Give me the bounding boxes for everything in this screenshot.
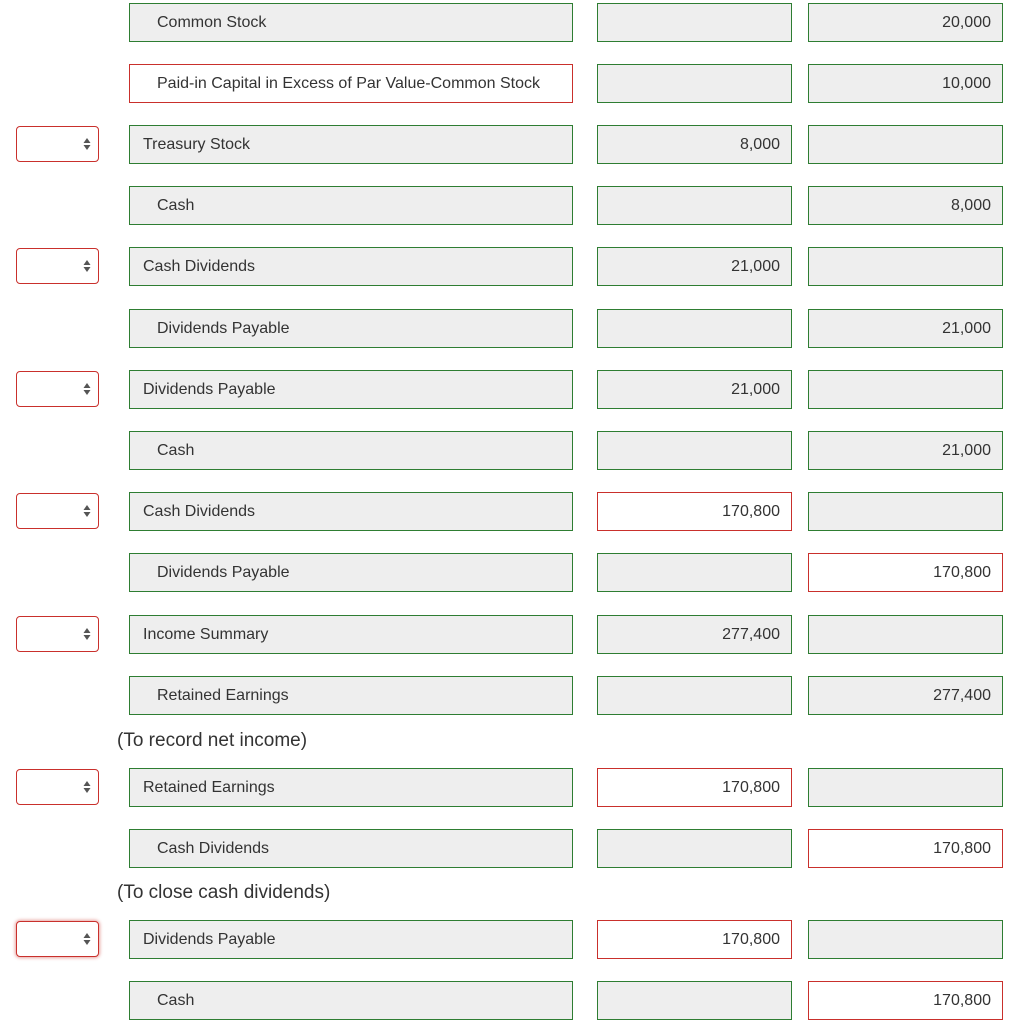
journal-row <box>0 615 1022 654</box>
journal-row <box>0 829 1022 868</box>
journal-row <box>0 431 1022 470</box>
credit-field[interactable] <box>808 920 1003 959</box>
credit-field[interactable] <box>808 492 1003 531</box>
debit-field[interactable]: 170,800 <box>597 920 792 959</box>
account-field[interactable]: Dividends Payable <box>129 370 573 409</box>
debit-field[interactable] <box>597 3 792 42</box>
date-select[interactable] <box>16 371 99 407</box>
debit-field[interactable] <box>597 64 792 103</box>
date-select[interactable] <box>16 248 99 284</box>
journal-row <box>0 125 1022 164</box>
account-field[interactable]: Dividends Payable <box>129 309 573 348</box>
up-down-arrows-icon <box>83 381 91 397</box>
debit-field[interactable]: 170,800 <box>597 768 792 807</box>
credit-field[interactable]: 170,800 <box>808 553 1003 592</box>
debit-field[interactable]: 21,000 <box>597 370 792 409</box>
journal-row <box>0 186 1022 225</box>
journal-row <box>0 64 1022 103</box>
debit-field[interactable] <box>597 431 792 470</box>
debit-field[interactable] <box>597 309 792 348</box>
account-field[interactable]: Cash Dividends <box>129 829 573 868</box>
debit-field[interactable] <box>597 676 792 715</box>
account-field[interactable]: Cash <box>129 981 573 1020</box>
date-select[interactable] <box>16 921 99 957</box>
credit-field[interactable] <box>808 768 1003 807</box>
account-field[interactable]: Dividends Payable <box>129 553 573 592</box>
up-down-arrows-icon <box>83 779 91 795</box>
credit-field[interactable]: 8,000 <box>808 186 1003 225</box>
debit-field[interactable]: 21,000 <box>597 247 792 286</box>
up-down-arrows-icon <box>83 503 91 519</box>
up-down-arrows-icon <box>83 931 91 947</box>
journal-row <box>0 247 1022 286</box>
debit-field[interactable] <box>597 829 792 868</box>
debit-field[interactable] <box>597 186 792 225</box>
credit-field[interactable]: 170,800 <box>808 981 1003 1020</box>
debit-field[interactable] <box>597 981 792 1020</box>
credit-field[interactable] <box>808 615 1003 654</box>
account-field[interactable]: Cash Dividends <box>129 247 573 286</box>
account-field[interactable]: Cash Dividends <box>129 492 573 531</box>
credit-field[interactable]: 170,800 <box>808 829 1003 868</box>
account-field[interactable]: Income Summary <box>129 615 573 654</box>
journal-row <box>0 3 1022 42</box>
account-field[interactable]: Cash <box>129 186 573 225</box>
journal-row <box>0 370 1022 409</box>
entry-description: (To record net income) <box>117 730 308 751</box>
account-field[interactable]: Dividends Payable <box>129 920 573 959</box>
credit-field[interactable] <box>808 370 1003 409</box>
credit-field[interactable]: 21,000 <box>808 309 1003 348</box>
journal-row <box>0 492 1022 531</box>
credit-field[interactable]: 20,000 <box>808 3 1003 42</box>
date-select[interactable] <box>16 126 99 162</box>
credit-field[interactable] <box>808 247 1003 286</box>
account-field[interactable]: Retained Earnings <box>129 676 573 715</box>
journal-row <box>0 768 1022 807</box>
journal-row <box>0 676 1022 715</box>
credit-field[interactable]: 10,000 <box>808 64 1003 103</box>
entry-description: (To close cash dividends) <box>117 882 331 903</box>
account-field[interactable]: Common Stock <box>129 3 573 42</box>
journal-row <box>0 309 1022 348</box>
date-select[interactable] <box>16 493 99 529</box>
credit-field[interactable]: 277,400 <box>808 676 1003 715</box>
journal-row <box>0 920 1022 959</box>
journal-row <box>0 553 1022 592</box>
debit-field[interactable]: 277,400 <box>597 615 792 654</box>
date-select[interactable] <box>16 616 99 652</box>
date-select[interactable] <box>16 769 99 805</box>
debit-field[interactable]: 8,000 <box>597 125 792 164</box>
credit-field[interactable]: 21,000 <box>808 431 1003 470</box>
account-field[interactable]: Paid-in Capital in Excess of Par Value-Common Stock <box>129 64 573 103</box>
up-down-arrows-icon <box>83 626 91 642</box>
account-field[interactable]: Retained Earnings <box>129 768 573 807</box>
debit-field[interactable] <box>597 553 792 592</box>
account-field[interactable]: Treasury Stock <box>129 125 573 164</box>
up-down-arrows-icon <box>83 136 91 152</box>
debit-field[interactable]: 170,800 <box>597 492 792 531</box>
up-down-arrows-icon <box>83 258 91 274</box>
journal-row <box>0 981 1022 1020</box>
credit-field[interactable] <box>808 125 1003 164</box>
account-field[interactable]: Cash <box>129 431 573 470</box>
